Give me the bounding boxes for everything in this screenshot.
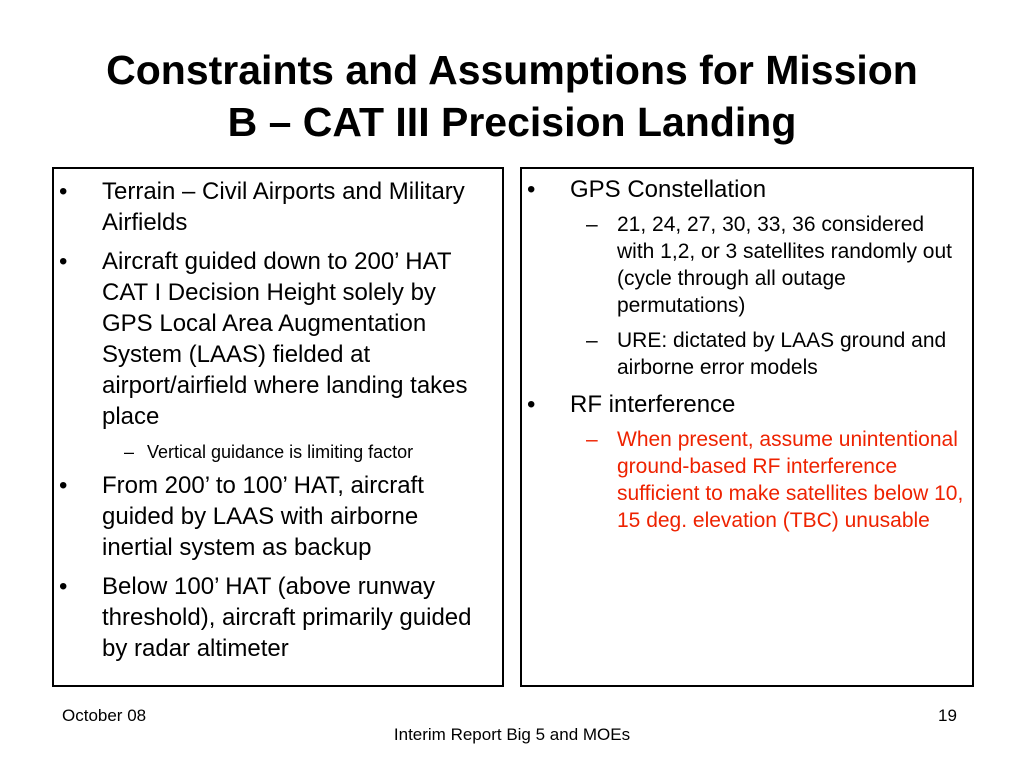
slide-title-line-1: Constraints and Assumptions for Mission <box>106 47 918 93</box>
list-item <box>522 174 964 205</box>
right-content-box <box>520 167 974 687</box>
list-item <box>522 389 964 420</box>
bullet-icon: • <box>59 573 68 600</box>
bullet-icon: • <box>59 178 68 205</box>
sub-bullet-text: 21, 24, 27, 30, 33, 36 considered with 1,2, or 3 satellites randomly out (cycle through all outage permutations) <box>617 213 952 317</box>
footer-date: October 08 <box>62 706 147 725</box>
sub-list-item <box>522 211 964 319</box>
bullet-text: RF interference <box>570 391 736 418</box>
left-content-box <box>52 167 504 687</box>
bullet-text: Below 100’ HAT (above runway threshold), aircraft primarily guided by radar altimeter <box>102 573 472 662</box>
bullet-icon: • <box>59 472 68 499</box>
slide-title <box>0 44 1024 148</box>
list-item <box>54 176 492 238</box>
dash-icon: – <box>124 442 135 462</box>
slide-title-line-2: B – CAT III Precision Landing <box>227 99 797 145</box>
footer-title: Interim Report Big 5 and MOEs <box>393 725 631 744</box>
list-item <box>54 246 492 432</box>
dash-icon: – <box>586 329 598 352</box>
dash-icon: – <box>586 213 598 236</box>
dash-icon: – <box>586 428 598 451</box>
page-number: 19 <box>938 706 957 725</box>
bullet-icon: • <box>527 176 536 203</box>
bullet-icon: • <box>527 391 536 418</box>
sub-bullet-text: Vertical guidance is limiting factor <box>147 442 414 462</box>
sub-bullet-text: URE: dictated by LAAS ground and airborne error models <box>617 329 947 379</box>
right-bullet-list <box>522 169 972 534</box>
bullet-text: From 200’ to 100’ HAT, aircraft guided by LAAS with airborne inertial system as backup <box>102 472 424 561</box>
list-item <box>54 470 492 563</box>
sub-list-item <box>522 327 964 381</box>
bullet-text: Terrain – Civil Airports and Military Airfields <box>102 178 465 236</box>
bullet-text: GPS Constellation <box>570 176 767 203</box>
sub-list-item-highlight <box>522 426 964 534</box>
sub-list-item <box>54 440 492 464</box>
bullet-icon: • <box>59 248 68 275</box>
sub-bullet-text: When present, assume unintentional ground-based RF interference sufficient to make satellites below 10, 15 deg. elevation (TBC) unusable <box>617 428 964 532</box>
list-item <box>54 571 492 664</box>
left-bullet-list <box>54 169 502 664</box>
bullet-text: Aircraft guided down to 200’ HAT CAT I Decision Height solely by GPS Local Area Augmentation System (LAAS) fielded at airport/airfield where landing takes place <box>102 248 468 430</box>
